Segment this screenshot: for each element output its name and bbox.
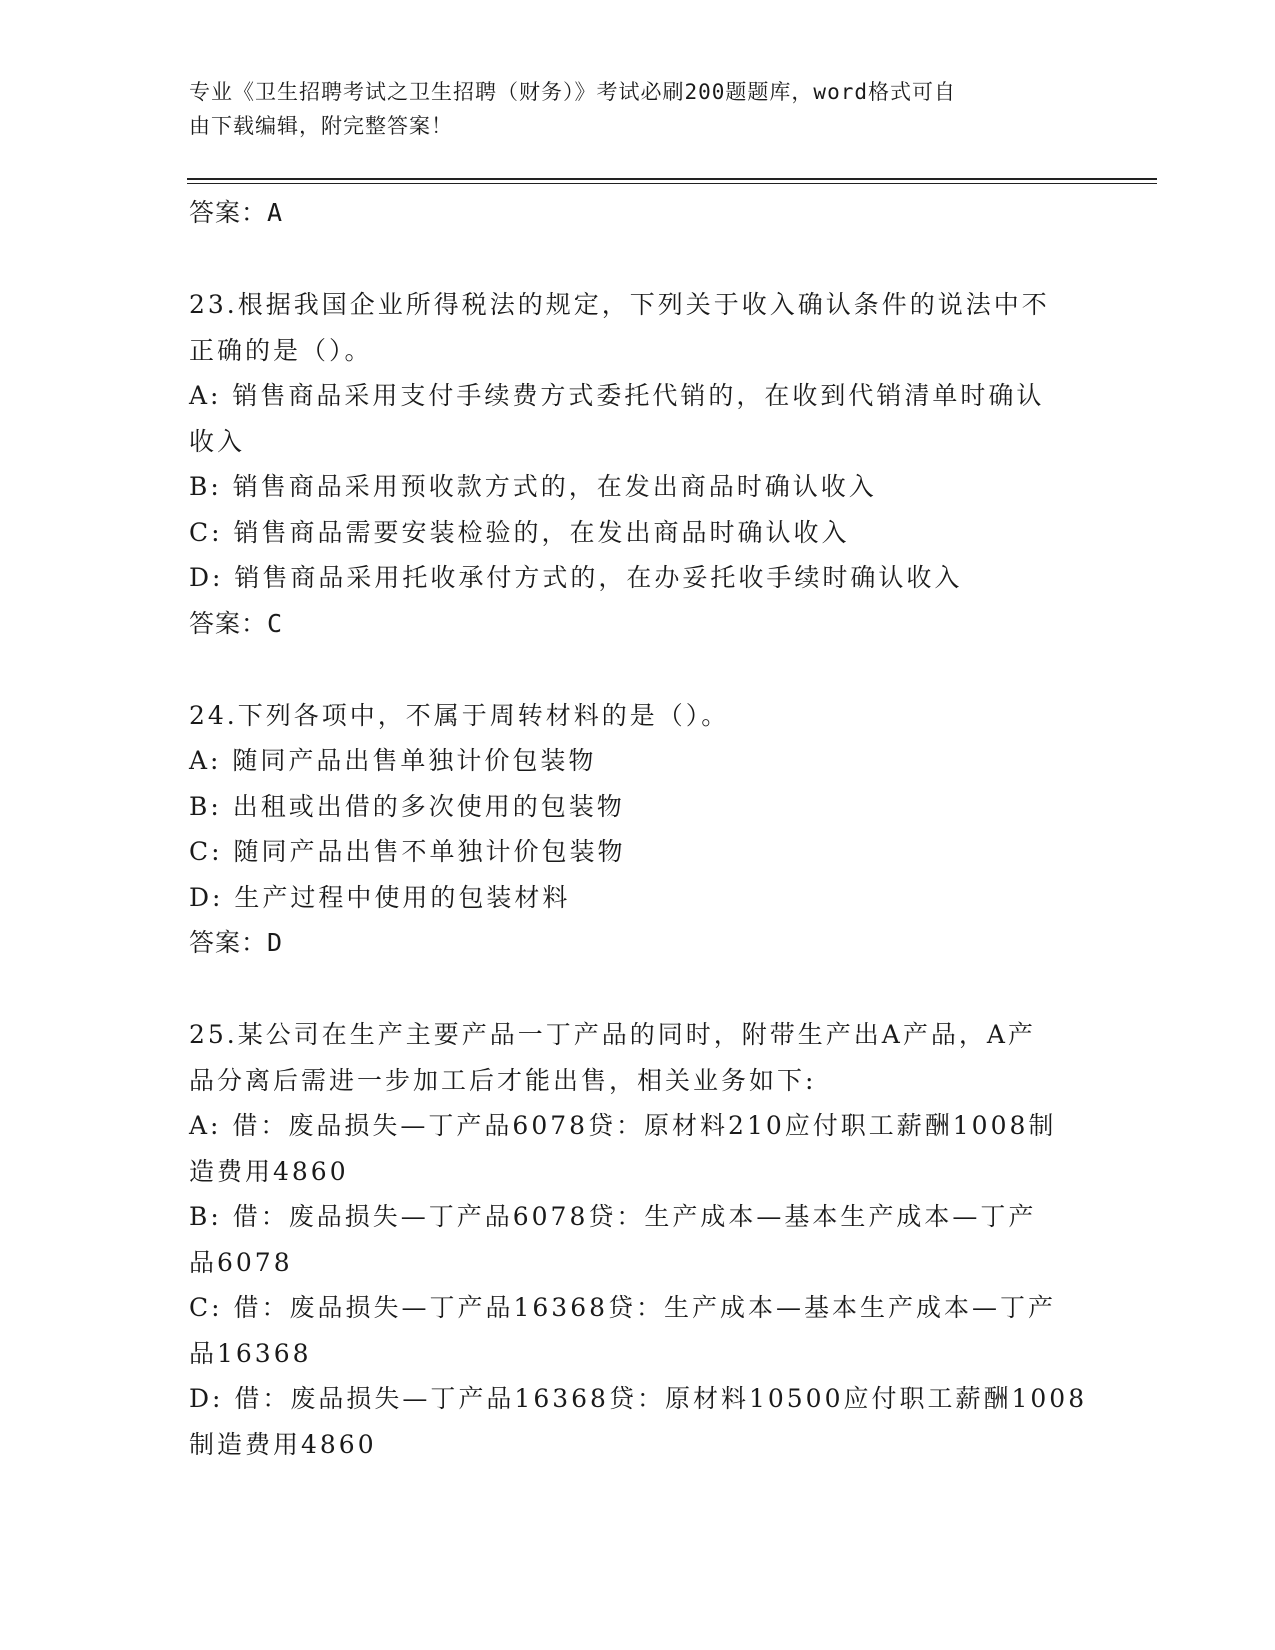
option-line: 制造费用4860: [189, 1429, 377, 1459]
header-line: 由下载编辑，附完整答案！: [189, 114, 453, 138]
option-line: B: 出租或出借的多次使用的包装物: [189, 791, 625, 821]
option-line: B: 借：废品损失—丁产品6078贷：生产成本—基本生产成本—丁产: [189, 1202, 1037, 1231]
option-line: 收入: [189, 426, 246, 456]
answer-label: 答案：: [189, 928, 268, 957]
question-spacer: [189, 236, 1089, 282]
header-divider: [187, 183, 1157, 184]
option-line: C: 销售商品需要安装检验的，在发出商品时确认收入: [189, 517, 850, 547]
option-line: 品6078: [189, 1247, 293, 1277]
questions-body: [189, 190, 1089, 1467]
document-header: [189, 75, 1069, 143]
option-line: A: 销售商品采用支付手续费方式委托代销的，在收到代销清单时确认: [189, 381, 1045, 410]
header-line: 专业《卫生招聘考试之卫生招聘（财务）》考试必刷200题题库，word格式可自: [189, 80, 956, 104]
answer-value: A: [267, 198, 284, 227]
option-line: D: 借：废品损失—丁产品16368贷：原材料10500应付职工薪酬1008: [189, 1384, 1088, 1413]
question-block: [189, 1012, 1089, 1467]
answer-value: D: [267, 928, 284, 957]
option-line: C: 随同产品出售不单独计价包装物: [189, 837, 626, 866]
question-spacer: [189, 647, 1089, 693]
question-stem-line: 正确的是（）。: [189, 335, 373, 365]
answer-label: 答案：: [189, 608, 268, 638]
answer-line: [189, 920, 1089, 966]
option-line: D: 销售商品采用托收承付方式的，在办妥托收手续时确认收入: [189, 563, 963, 592]
answer-line: [189, 601, 1089, 647]
option-line: D: 生产过程中使用的包装材料: [189, 882, 571, 912]
question-stem-line: 品分离后需进一步加工后才能出售，相关业务如下:: [189, 1065, 817, 1095]
option-line: A: 借：废品损失—丁产品6078贷：原材料210应付职工薪酬1008制: [189, 1111, 1057, 1140]
answer-line: [189, 190, 1089, 236]
question-list: [189, 236, 1089, 1467]
header-divider: [187, 178, 1157, 180]
option-line: A: 随同产品出售单独计价包装物: [189, 746, 597, 775]
option-line: C: 借：废品损失—丁产品16368贷：生产成本—基本生产成本—丁产: [189, 1293, 1057, 1322]
question-stem-line: 24.下列各项中，不属于周转材料的是（）。: [189, 700, 730, 730]
question-block: [189, 282, 1089, 647]
option-line: B: 销售商品采用预收款方式的，在发出商品时确认收入: [189, 472, 877, 501]
question-stem-line: 23.根据我国企业所得税法的规定，下列关于收入确认条件的说法中不: [189, 290, 1050, 319]
option-line: 造费用4860: [189, 1156, 349, 1186]
question-block: [189, 693, 1089, 967]
question-stem-line: 25.某公司在生产主要产品一丁产品的同时，附带生产出A产品，A产: [189, 1020, 1036, 1049]
question-spacer: [189, 966, 1089, 1012]
option-line: 品16368: [189, 1338, 312, 1368]
answer-value: C: [267, 608, 284, 638]
answer-label: 答案：: [189, 198, 268, 227]
